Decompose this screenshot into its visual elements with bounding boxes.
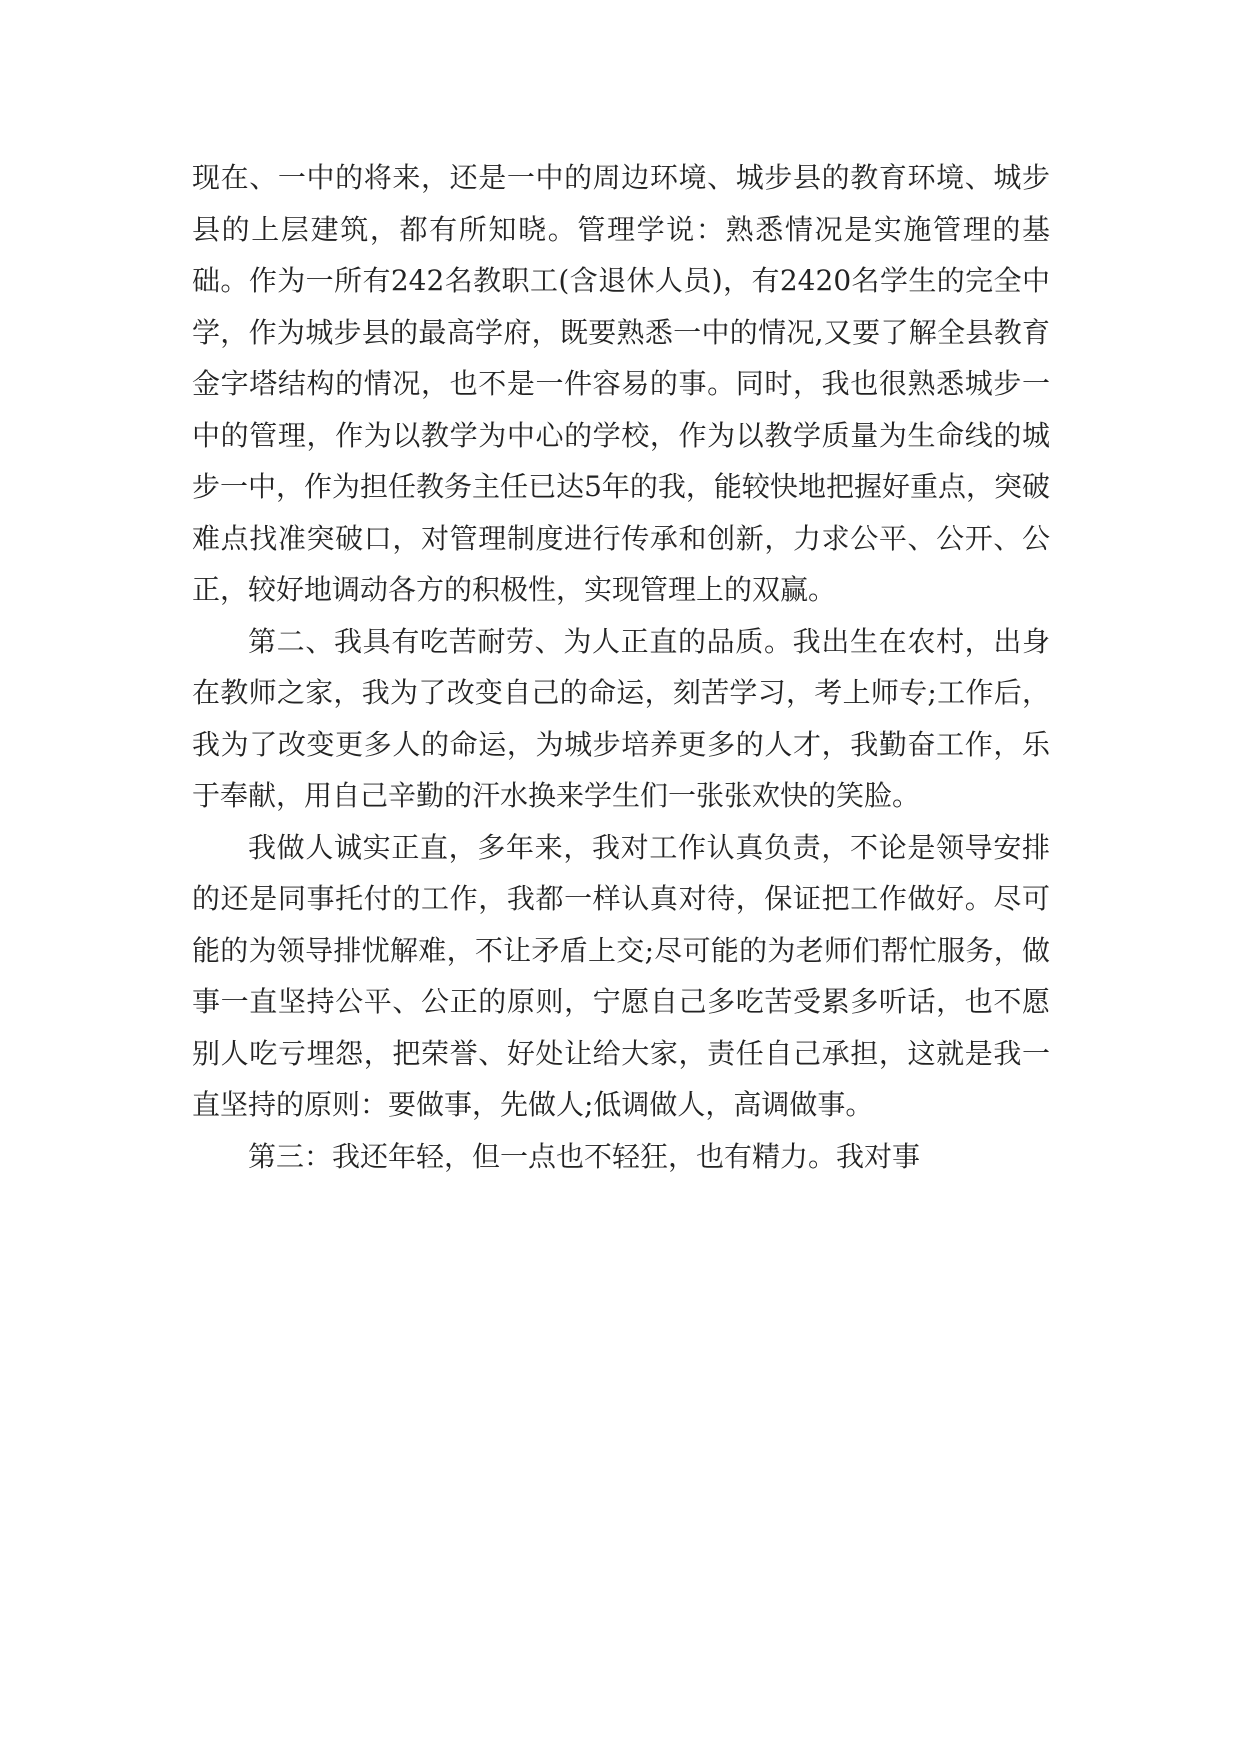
paragraph-2: 第二、我具有吃苦耐劳、为人正直的品质。我出生在农村，出身在教师之家，我为了改变自己的命运，刻苦学习，考上师专;工作后，我为了改变更多人的命运，为城步培养更多的人才，我勤奋工作，乐于奉献，用自己辛勤的汗水换来学生们一张张欢快的笑脸。 — [192, 624, 1050, 812]
paragraph-4: 第三：我还年轻，但一点也不轻狂，也有精力。我对事 — [248, 1139, 921, 1173]
document-body — [192, 152, 1050, 1182]
paragraph-3: 我做人诚实正直，多年来，我对工作认真负责，不论是领导安排的还是同事托付的工作，我都一样认真对待，保证把工作做好。尽可能的为领导排忧解难，不让矛盾上交;尽可能的为老师们帮忙服务，做事一直坚持公平、公正的原则，宁愿自己多吃苦受累多听话，也不愿别人吃亏埋怨，把荣誉、好处让给大家，责任自己承担，这就是我一直坚持的原则：要做事，先做人;低调做人，高调做事。 — [192, 830, 1050, 1121]
paragraph-1: 现在、一中的将来，还是一中的周边环境、城步县的教育环境、城步县的上层建筑，都有所知晓。管理学说：熟悉情况是实施管理的基础。作为一所有242名教职工(含退休人员)，有2420名学生的完全中学，作为城步县的最高学府，既要熟悉一中的情况,又要了解全县教育金字塔结构的情况，也不是一件容易的事。同时，我也很熟悉城步一中的管理，作为以教学为中心的学校，作为以教学质量为生命线的城步一中，作为担任教务主任已达5年的我，能较快地把握好重点，突破难点找准突破口，对管理制度进行传承和创新，力求公平、公开、公正，较好地调动各方的积极性，实现管理上的双赢。 — [192, 161, 1050, 606]
